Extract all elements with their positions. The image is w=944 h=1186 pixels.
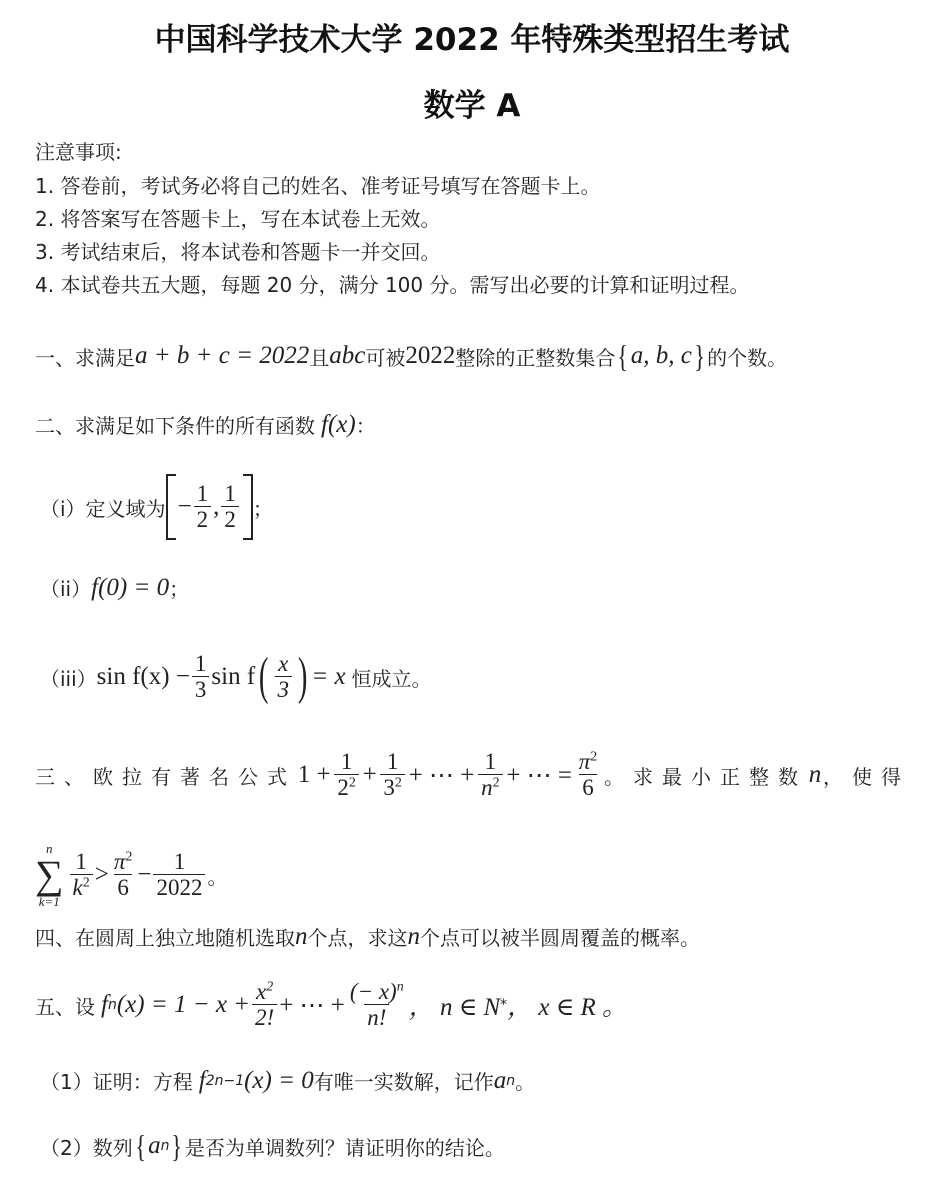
- question-5: 五、设 f n (x) = 1 − x + $\frac{x^2}{2!}$ + ⋯ + $\frac{(- x)^n}{n!}$ ， n ∈ N * ， x ∈ R 。: [35, 978, 628, 1030]
- question-2-condition-3: （iii） sin f(x) − $\frac{1}{3}$ sin f ( $\frac{x}{3}$ ) = x 恒成立。: [40, 648, 432, 705]
- question-5-part-2: （2）数列 { a n } 是否为单调数列？请证明你的结论。: [40, 1128, 505, 1164]
- question-1: 一、求满足 a + b + c = 2022 且 abc 可被 2022 整除的正整数集合 { a, b, c } 的个数。: [35, 338, 788, 374]
- question-2-condition-1: （i）定义域为 − $\frac{1}{2}$ , $\frac{1}{2}$ ；: [40, 472, 273, 542]
- exam-title: 中国科学技术大学 2022 年特殊类型招生考试: [154, 22, 790, 58]
- question-4: 四、在圆周上独立地随机选取 n 个点，求这 n 个点可以被半圆周覆盖的概率。: [35, 922, 700, 950]
- question-3: 三、欧拉有著名公式 1 + $\frac{1}{2^2}$ + $\frac{1}{3^2}$ + ⋯ + $\frac{1}{n^2}$ + ⋯ = $\frac{\pi^2}{6}$ 。求最小正整数 n ，使得: [35, 748, 910, 800]
- notes-heading: 注意事项:: [35, 140, 122, 164]
- note-item-4: 4. 本试卷共五大题，每题 20 分，满分 100 分。需写出必要的计算和证明过程。: [35, 273, 750, 297]
- question-5-part-1: （1）证明：方程 f 2n−1 (x) = 0 有唯一实数解，记作 a n 。: [40, 1066, 536, 1094]
- question-2: 二、求满足如下条件的所有函数 f(x) ：: [35, 410, 376, 438]
- question-3-inequality: n ∑ k=1 $\frac{1}{k^2}$ > $\frac{\pi^2}{6}$ − $\frac{1}{2022}$ 。: [35, 841, 228, 909]
- question-2-condition-2: （ii） f(0) = 0 ；: [40, 573, 190, 601]
- note-item-3: 3. 考试结束后，将本试卷和答题卡一并交回。: [35, 240, 441, 264]
- exam-subtitle: 数学 A: [423, 88, 521, 124]
- note-item-1: 1. 答卷前，考试务必将自己的姓名、准考证号填写在答题卡上。: [35, 174, 601, 198]
- note-item-2: 2. 将答案写在答题卡上，写在本试卷上无效。: [35, 207, 441, 231]
